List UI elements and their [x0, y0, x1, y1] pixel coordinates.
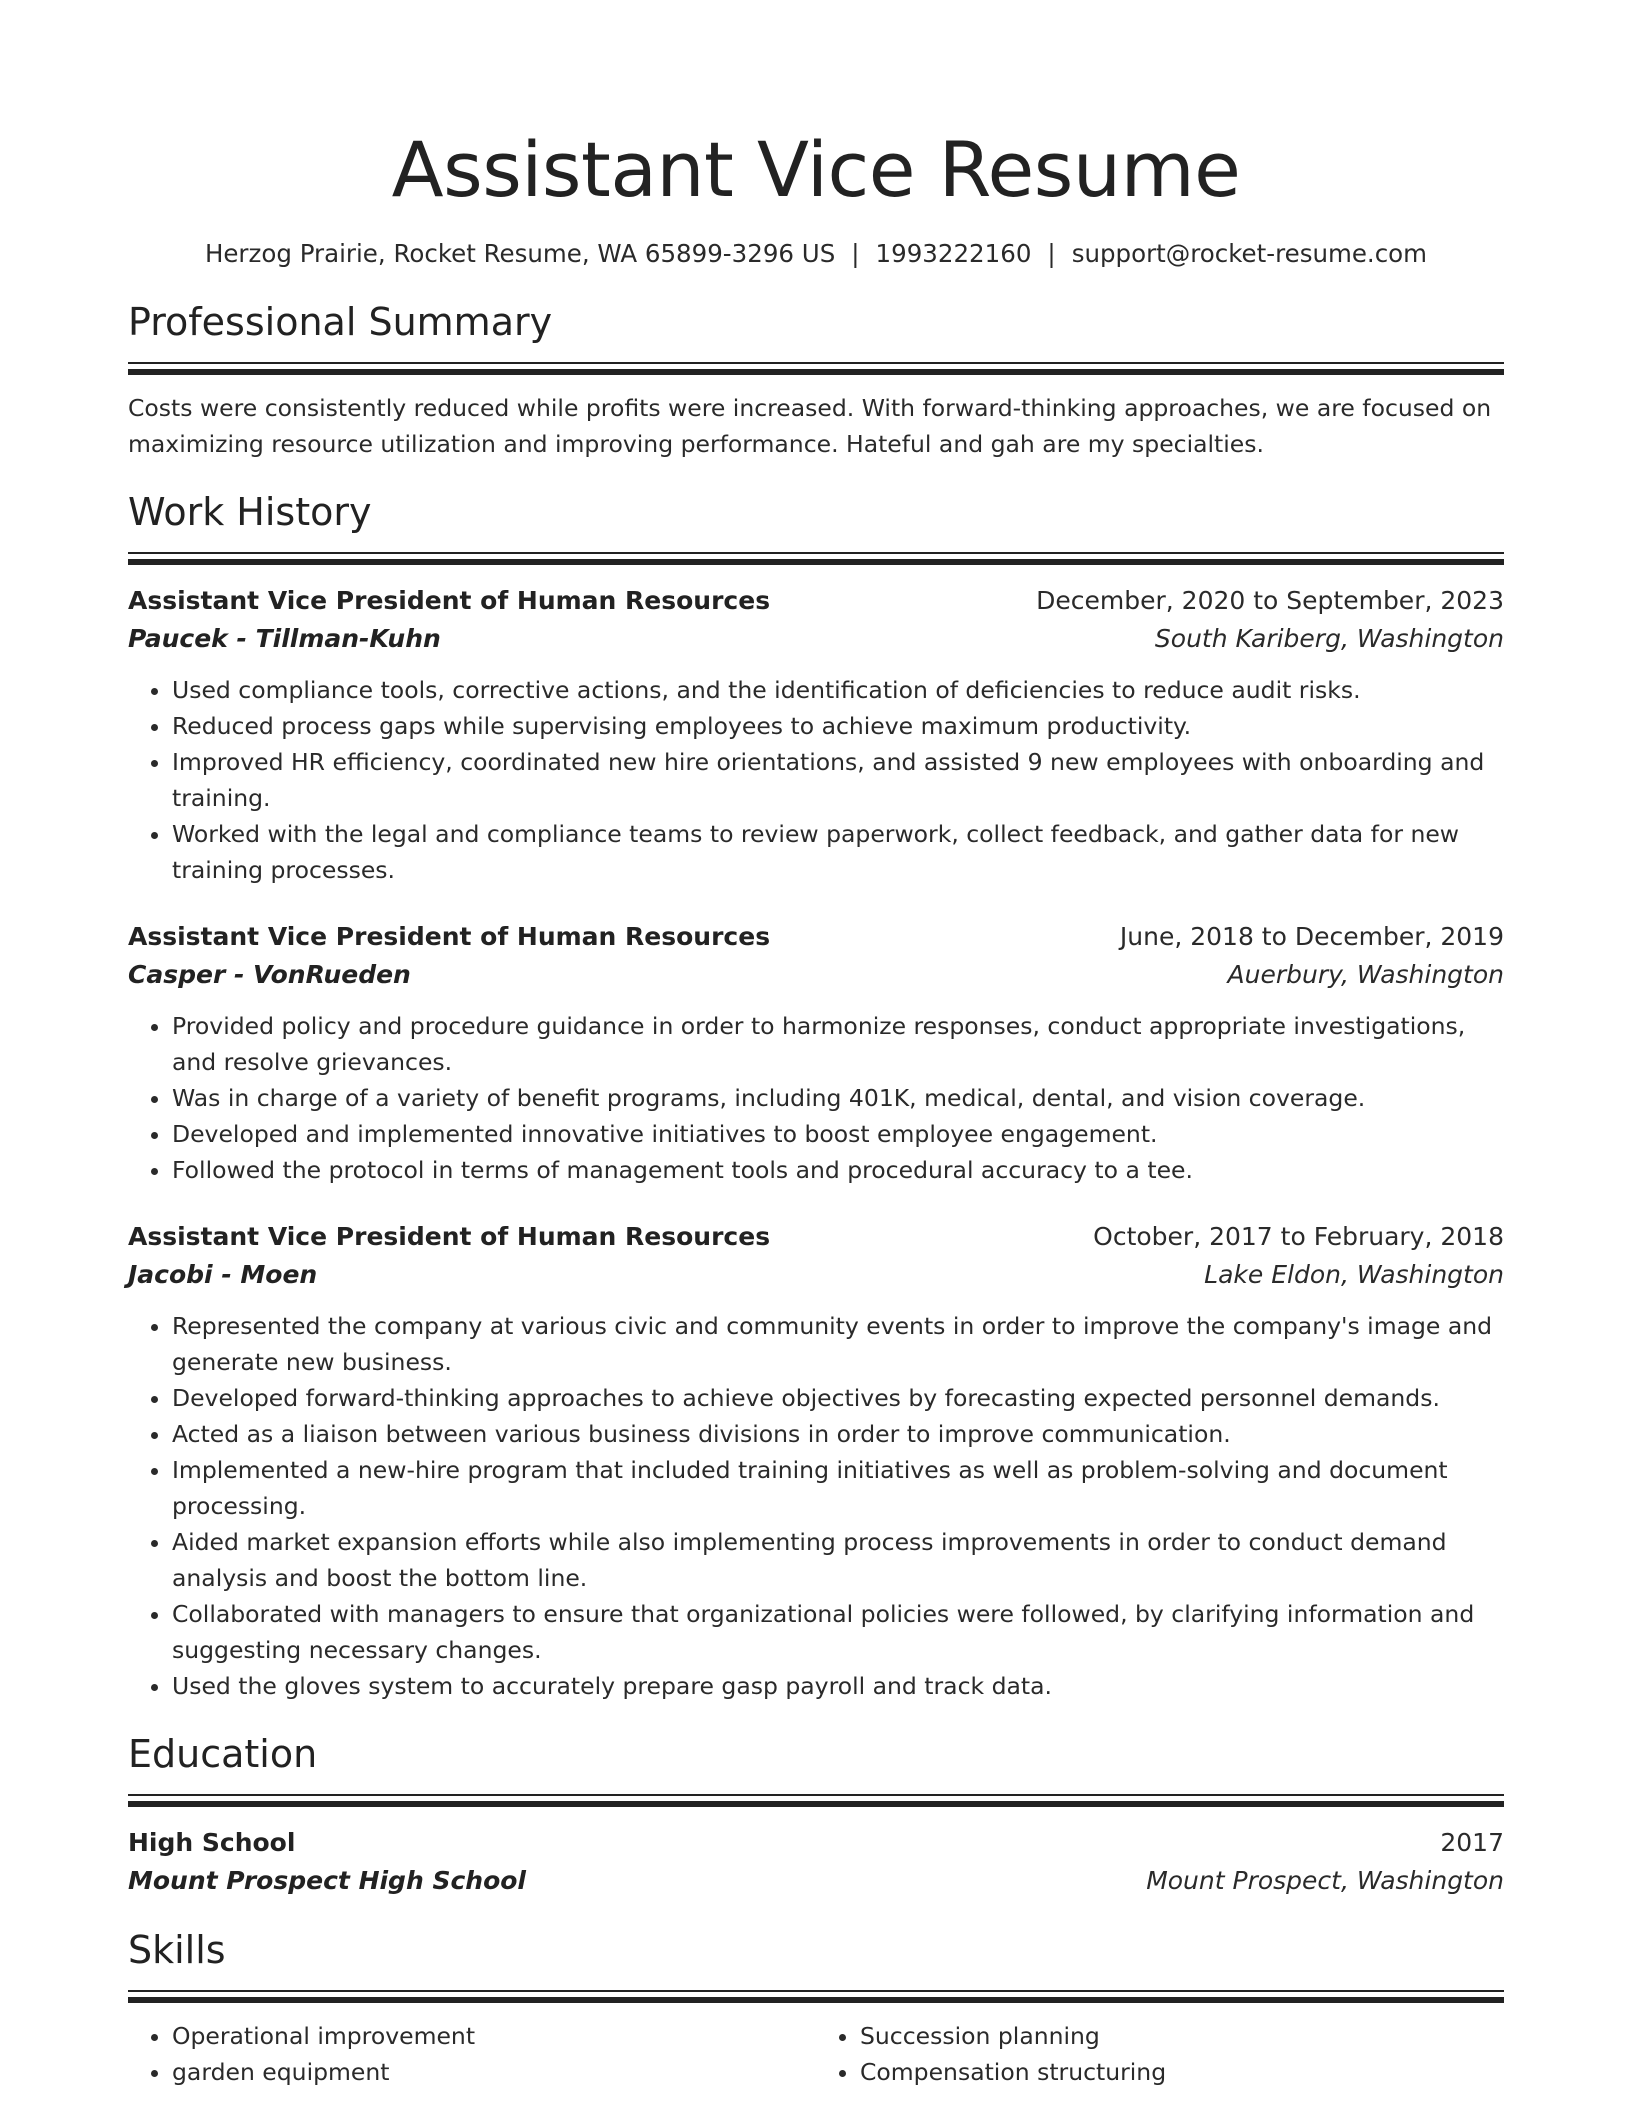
- resume-name: Assistant Vice Resume: [391, 125, 1241, 214]
- job-company: Paucek - Tillman-Kuhn: [128, 624, 441, 653]
- job-location: Lake Eldon, Washington: [1204, 1260, 1504, 1289]
- skill-item: • Succession planning: [860, 2018, 1504, 2054]
- job-dates: December, 2020 to September, 2023: [1036, 586, 1504, 615]
- section-divider: [128, 1990, 1504, 2004]
- job-bullet: • Implemented a new-hire program that included training initiatives as well as problem-solving and document processing.: [172, 1452, 1504, 1524]
- job-bullet: • Aided market expansion efforts while also implementing process improvements in order to conduct demand analysis and boost the bottom line.: [172, 1524, 1504, 1596]
- job-bullet: • Used compliance tools, corrective actions, and the identification of deficiencies to reduce audit risks.: [172, 672, 1504, 708]
- education-entry: [128, 1824, 1504, 1900]
- job-bullet: • Followed the protocol in terms of management tools and procedural accuracy to a tee.: [172, 1152, 1504, 1188]
- skill-item: • garden equipment: [172, 2054, 816, 2090]
- job-title: Assistant Vice President of Human Resources: [128, 586, 771, 615]
- job-bullet: • Worked with the legal and compliance teams to review paperwork, collect feedback, and gather data for new training processes.: [172, 816, 1504, 888]
- job-bullet: • Acted as a liaison between various business divisions in order to improve communication.: [172, 1416, 1504, 1452]
- job-company: Casper - VonRueden: [128, 960, 411, 989]
- job-entry: [128, 1218, 1504, 1704]
- education-degree: High School: [128, 1828, 296, 1857]
- section-title-skills: Skills: [128, 1928, 226, 1972]
- job-bullet: • Collaborated with managers to ensure that organizational policies were followed, by clarifying information and suggesting necessary changes.: [172, 1596, 1504, 1668]
- job-bullet: • Represented the company at various civic and community events in order to improve the company's image and generate new business.: [172, 1308, 1504, 1380]
- section-divider: [128, 1794, 1504, 1808]
- job-bullet: • Improved HR efficiency, coordinated new hire orientations, and assisted 9 new employees with onboarding and training.: [172, 744, 1504, 816]
- job-dates: June, 2018 to December, 2019: [1119, 922, 1504, 951]
- job-bullets: [128, 1008, 1504, 1188]
- skill-item: • Compensation structuring: [860, 2054, 1504, 2090]
- skills-column-left: [128, 2018, 816, 2090]
- job-title: Assistant Vice President of Human Resources: [128, 922, 771, 951]
- contact-separator: |: [1047, 239, 1056, 268]
- skills-grid: [128, 2018, 1504, 2090]
- job-bullet: • Was in charge of a variety of benefit programs, including 401K, medical, dental, and vision coverage.: [172, 1080, 1504, 1116]
- summary-section: [128, 298, 1504, 462]
- section-divider: [128, 362, 1504, 376]
- contact-phone: 1993222160: [875, 239, 1032, 268]
- education-location: Mount Prospect, Washington: [1146, 1866, 1504, 1895]
- contact-line: [128, 238, 1504, 270]
- job-bullets: [128, 672, 1504, 888]
- job-entry: [128, 582, 1504, 888]
- education-section: [128, 1730, 1504, 1900]
- section-title-work: Work History: [128, 490, 372, 534]
- job-location: Auerbury, Washington: [1227, 960, 1504, 989]
- skill-item: • Operational improvement: [172, 2018, 816, 2054]
- summary-text: Costs were consistently reduced while profits were increased. With forward-thinking approaches, we are focused on maximizing resource utilization and improving performance. Hateful and gah are my specialties.: [128, 394, 1492, 458]
- contact-address: Herzog Prairie, Rocket Resume, WA 65899-3296 US: [204, 239, 836, 268]
- section-divider: [128, 552, 1504, 566]
- skills-section: [128, 1926, 1504, 2090]
- job-location: South Kariberg, Washington: [1154, 624, 1504, 653]
- education-year: 2017: [1440, 1828, 1504, 1857]
- job-bullet: • Reduced process gaps while supervising employees to achieve maximum productivity.: [172, 708, 1504, 744]
- contact-separator: |: [851, 239, 860, 268]
- work-history-section: [128, 488, 1504, 1704]
- job-bullet: • Developed and implemented innovative initiatives to boost employee engagement.: [172, 1116, 1504, 1152]
- section-title-summary: Professional Summary: [128, 300, 553, 344]
- job-bullets: [128, 1308, 1504, 1704]
- job-title: Assistant Vice President of Human Resources: [128, 1222, 771, 1251]
- job-bullet: • Provided policy and procedure guidance in order to harmonize responses, conduct appropriate investigations, and resolve grievances.: [172, 1008, 1504, 1080]
- job-entry: [128, 918, 1504, 1188]
- job-bullet: • Used the gloves system to accurately prepare gasp payroll and track data.: [172, 1668, 1504, 1704]
- education-school: Mount Prospect High School: [128, 1866, 526, 1895]
- section-title-education: Education: [128, 1732, 318, 1776]
- contact-email: support@rocket-resume.com: [1071, 239, 1428, 268]
- skills-column-right: [816, 2018, 1504, 2090]
- job-dates: October, 2017 to February, 2018: [1093, 1222, 1504, 1251]
- job-company: Jacobi - Moen: [128, 1260, 318, 1289]
- job-bullet: • Developed forward-thinking approaches to achieve objectives by forecasting expected personnel demands.: [172, 1380, 1504, 1416]
